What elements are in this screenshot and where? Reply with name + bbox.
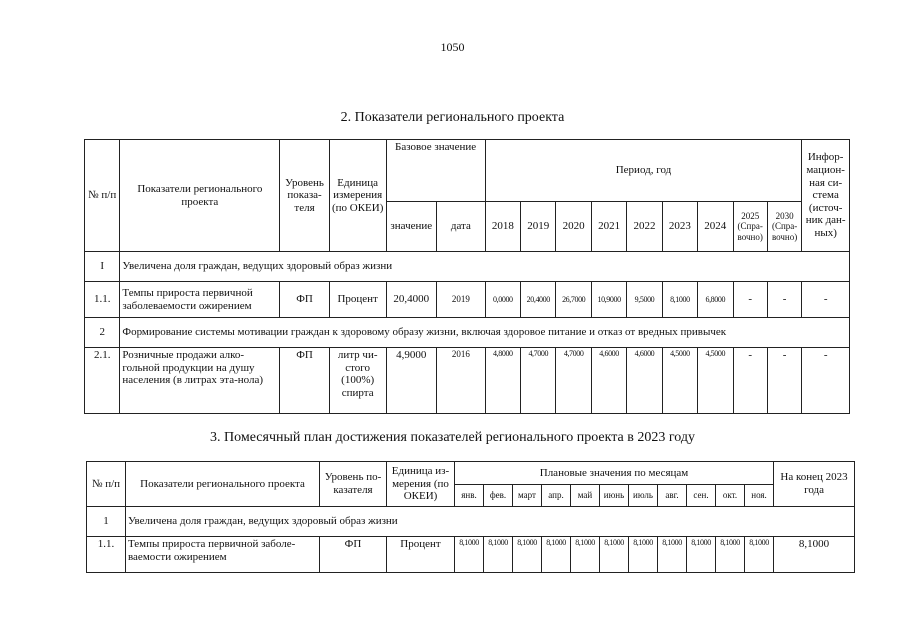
row-num: 2.1.	[85, 348, 120, 414]
base-value: 4,9000	[386, 348, 437, 414]
header-info-system: Инфор-мацион-ная си-стема (источ-ник дан-ных)	[802, 140, 850, 252]
table-row	[85, 282, 850, 318]
year-value: 9,5000	[627, 282, 662, 318]
indicator-unit: Процент	[329, 282, 386, 318]
month-value: 8,1000	[513, 537, 542, 573]
value-2025: -	[733, 348, 767, 414]
header-date: дата	[437, 202, 486, 252]
base-date: 2016	[437, 348, 486, 414]
indicator-level: ФП	[280, 348, 330, 414]
header-level: Уровень показа-теля	[280, 140, 330, 252]
header-year: 2018	[485, 202, 520, 252]
header-unit: Единица измерения (по ОКЕИ)	[329, 140, 386, 252]
year-value: 4,6000	[627, 348, 662, 414]
month-value: 8,1000	[455, 537, 484, 573]
header-num: № п/п	[87, 462, 126, 507]
info-system-value: -	[802, 282, 850, 318]
header-year: 2022	[627, 202, 662, 252]
year-value: 4,5000	[662, 348, 697, 414]
monthly-plan-table	[86, 461, 855, 573]
section2-title: 2. Показатели регионального проекта	[340, 110, 565, 125]
section3-title: 3. Помесячный план достижения показателей регионального проекта в 2023 году	[210, 430, 695, 445]
header-month: июнь	[600, 485, 629, 507]
year-value: 4,8000	[485, 348, 520, 414]
indicator-unit: Процент	[387, 537, 455, 573]
indicator-level: ФП	[280, 282, 330, 318]
header-month: янв.	[455, 485, 484, 507]
header-unit: Единица из-мерения (по ОКЕИ)	[387, 462, 455, 507]
row-num: 2	[85, 318, 120, 348]
month-value: 8,1000	[542, 537, 571, 573]
year-value: 4,6000	[591, 348, 626, 414]
header-year-end: На конец 2023 года	[774, 462, 855, 507]
value-2030: -	[767, 348, 801, 414]
header-month: сен.	[687, 485, 716, 507]
year-value: 8,1000	[662, 282, 697, 318]
table-row	[85, 348, 850, 414]
indicator-name: Темпы прироста первичной заболеваемости ожирением	[120, 282, 280, 318]
table-row	[85, 318, 850, 348]
header-month: май	[571, 485, 600, 507]
year-value: 10,9000	[591, 282, 626, 318]
header-level: Уровень по-казателя	[320, 462, 387, 507]
header-year-2030: 2030 (Спра-вочно)	[767, 202, 801, 252]
header-indicator: Показатели регионального проекта	[126, 462, 320, 507]
month-value: 8,1000	[484, 537, 513, 573]
info-system-value: -	[802, 348, 850, 414]
month-value: 8,1000	[658, 537, 687, 573]
row-num: I	[85, 252, 120, 282]
table-row	[87, 507, 855, 537]
row-num: 1.1.	[85, 282, 120, 318]
section-text: Увеличена доля граждан, ведущих здоровый образ жизни	[120, 252, 850, 282]
year-value: 20,4000	[521, 282, 556, 318]
table-row	[87, 537, 855, 573]
year-value: 4,7000	[556, 348, 591, 414]
header-year: 2019	[521, 202, 556, 252]
month-value: 8,1000	[716, 537, 745, 573]
page-number: 1050	[440, 40, 465, 54]
section-text: Увеличена доля граждан, ведущих здоровый образ жизни	[126, 507, 855, 537]
header-month: фев.	[484, 485, 513, 507]
indicator-name: Темпы прироста первичной заболе-ваемости ожирением	[126, 537, 320, 573]
header-base-value: Базовое значение	[386, 140, 485, 202]
indicator-name: Розничные продажи алко-гольной продукции на душу населения (в литрах эта-нола)	[120, 348, 280, 414]
base-date: 2019	[437, 282, 486, 318]
table-row	[85, 252, 850, 282]
year-end-value: 8,1000	[774, 537, 855, 573]
year-value: 26,7000	[556, 282, 591, 318]
year-value: 4,5000	[698, 348, 733, 414]
header-month: ноя.	[745, 485, 774, 507]
year-value: 0,0000	[485, 282, 520, 318]
row-num: 1.1.	[87, 537, 126, 573]
header-month: апр.	[542, 485, 571, 507]
header-month: март	[513, 485, 542, 507]
value-2025: -	[733, 282, 767, 318]
header-year: 2024	[698, 202, 733, 252]
header-month: июль	[629, 485, 658, 507]
row-num: 1	[87, 507, 126, 537]
value-2030: -	[767, 282, 801, 318]
indicator-level: ФП	[320, 537, 387, 573]
month-value: 8,1000	[571, 537, 600, 573]
indicator-unit: литр чи-стого (100%) спирта	[329, 348, 386, 414]
header-planned-values: Плановые значения по месяцам	[455, 462, 774, 485]
year-value: 6,8000	[698, 282, 733, 318]
month-value: 8,1000	[687, 537, 716, 573]
header-month: авг.	[658, 485, 687, 507]
header-year: 2023	[662, 202, 697, 252]
month-value: 8,1000	[745, 537, 774, 573]
month-value: 8,1000	[629, 537, 658, 573]
header-year-2025: 2025 (Спра-вочно)	[733, 202, 767, 252]
header-value: значение	[386, 202, 437, 252]
year-value: 4,7000	[521, 348, 556, 414]
header-num: № п/п	[85, 140, 120, 252]
base-value: 20,4000	[386, 282, 437, 318]
regional-indicators-table	[84, 139, 850, 414]
header-period: Период, год	[485, 140, 802, 202]
header-year: 2020	[556, 202, 591, 252]
header-year: 2021	[591, 202, 626, 252]
section-text: Формирование системы мотивации граждан к здоровому образу жизни, включая здоровое питание и отказ от вредных привычек	[120, 318, 850, 348]
header-indicator: Показатели регионального проекта	[120, 140, 280, 252]
header-month: окт.	[716, 485, 745, 507]
month-value: 8,1000	[600, 537, 629, 573]
